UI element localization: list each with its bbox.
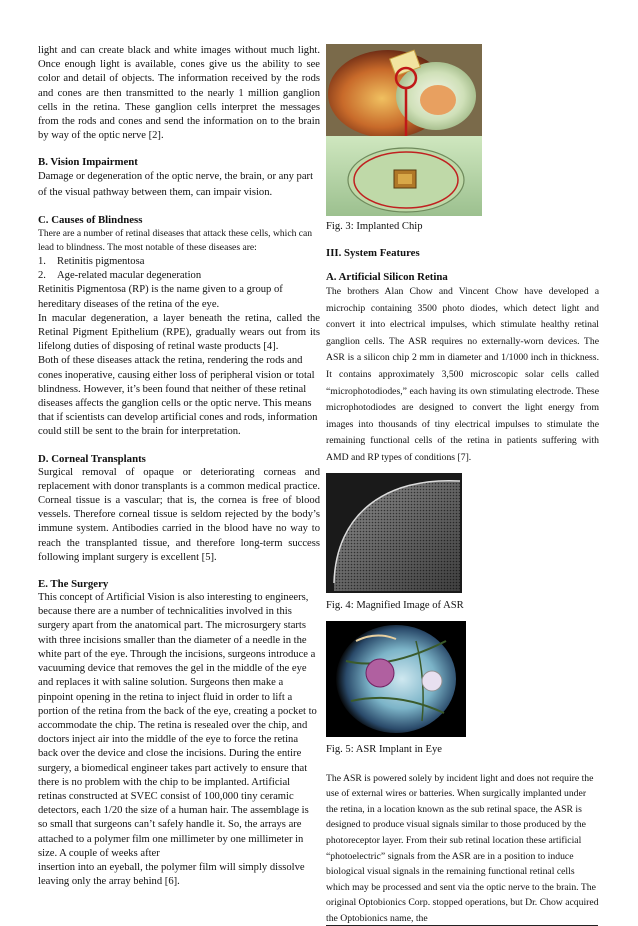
figure-asr-implant bbox=[326, 621, 466, 737]
intro-paragraph: light and can create black and white images without much light. Once enough light is available, cones give us the ability to see color and detail of objects. The information received by the rods and cones are then transmitted to the nearly 1 million ganglion cells in the retina. These ganglion cells interpret the messages from the rods and cones and send the information on to the brain by way of the optic nerve [2]. bbox=[38, 45, 320, 142]
heading-causes-of-blindness: C. Causes of Blindness bbox=[38, 214, 143, 227]
eye-chip-illustration bbox=[326, 44, 482, 216]
list-number: 1. bbox=[38, 256, 46, 268]
left-column bbox=[38, 44, 320, 889]
fig3-caption: Fig. 3: Implanted Chip bbox=[326, 221, 423, 232]
heading-the-surgery: E. The Surgery bbox=[38, 578, 109, 591]
list-number: 2. bbox=[38, 270, 46, 282]
list-text: Age-related macular degeneration bbox=[57, 270, 202, 282]
both-diseases-paragraph: Both of these diseases attack the retina, rendering the rods and cones inoperative, causing either loss of peripheral vision or total blindness. However, it’s been found that neither of these retinal diseases affects the ganglion cells or the optic nerve. This means that if scientists can develop artificial cones and rods, information could still be sent to the brain for interpretation. bbox=[38, 355, 318, 438]
list-item bbox=[38, 255, 320, 269]
surgery-paragraph-end: insertion into an eyeball, the polymer film will simply dissolve leaving only the array behind [6]. bbox=[38, 861, 305, 888]
asr-paragraph: The brothers Alan Chow and Vincent Chow have developed a microchip containing 3500 photo diodes, which detect light and convert it into electrical impulses, which stimulate healthy retinal ganglion cells. The ASR requires no externally-worn devices. The ASR is a silicon chip 2 mm in diameter and 1/1000 inch in thickness. It contains approximately 3,500 microscopic solar cells called “microphotodiodes,” each having its own stimulating electrode. These microphotodiodes are designed to convert the light energy from images into thousands of tiny electrical impulses to stimulate the remaining functional cells of the retina in patients suffering with AMD and RP types of conditions [7]. bbox=[326, 286, 599, 463]
fig5-caption: Fig. 5: ASR Implant in Eye bbox=[326, 743, 442, 755]
disease-list bbox=[38, 255, 320, 283]
fig4-caption: Fig. 4: Magnified Image of ASR bbox=[326, 599, 464, 611]
rp-paragraph: Retinitis Pigmentosa (RP) is the name given to a group of hereditary diseases of the retina of the eye. bbox=[38, 284, 283, 310]
figure-implanted-chip bbox=[326, 44, 482, 216]
heading-system-features: III. System Features bbox=[326, 247, 420, 259]
figure-magnified-asr bbox=[326, 473, 462, 593]
asr-implant-eye-image bbox=[326, 621, 466, 737]
corneal-paragraph: Surgical removal of opaque or deteriorating corneas and replacement with donor transplants is a common medical practice. Corneal tissue is a vascular; that is, the cornea is free of blood vessels. Therefore corneal tissue is seldom rejected by the body’s immune system. Antibodies carried in the blood have no way to reach the transplanted tissue, and therefore long-term success following implant surgery is excellent [5]. bbox=[38, 466, 320, 563]
causes-intro-text: There are a number of retinal diseases that attack these cells, which can lead to blindness. The most notable of these diseases are: bbox=[38, 228, 313, 254]
macular-paragraph: In macular degeneration, a layer beneath the retina, called the Retinal Pigment Epithelium (RPE), gradually wears out from its lifelong duties of disposing of retinal waste products [4]. bbox=[38, 312, 320, 353]
asr-magnified-image bbox=[326, 473, 462, 593]
closing-paragraph: The ASR is powered solely by incident light and does not require the use of external wires or batteries. When surgically implanted under the retina, in a location known as the sub retinal space, the ASR is designed to produce visual signals similar to those produced by the photoreceptor layer. From their sub retinal location these artificial “photoelectric” signals from the ASR are in a position to induce biological visual signals in the remaining functional retinal cells which may be processed and sent via the optic nerve to the brain. The original Optobionics Corp. stopped operations, but Dr. Chow acquired the Optobionics name, the bbox=[326, 772, 599, 924]
heading-artificial-silicon-retina: A. Artificial Silicon Retina bbox=[326, 271, 448, 283]
list-item bbox=[38, 269, 320, 283]
list-text: Retinitis pigmentosa bbox=[57, 256, 145, 268]
heading-corneal-transplants: D. Corneal Transplants bbox=[38, 452, 146, 465]
right-column bbox=[326, 44, 599, 926]
heading-vision-impairment: B. Vision Impairment bbox=[38, 156, 138, 169]
vision-impairment-text: Damage or degeneration of the optic nerve, the brain, or any part of the visual pathway between them, can impair vision. bbox=[38, 171, 314, 199]
surgery-paragraph: This concept of Artificial Vision is also interesting to engineers, because there are a number of technicalities involved in this surgery apart from the anatomical part. The microsurgery starts with three incisions smaller than the diameter of a needle in the white part of the eye. Through the incisions, surgeons introduce a vacuuming device that removes the gel in the middle of the eye and replaces it with saline solution. Surgeons then make a pinpoint opening in the retina to inject fluid in order to lift a portion of the retina from the back of the eye, creating a pocket to accommodate the chip. The retina is resealed over the chip, and doctors inject air into the middle of the eye to force the retina back over the device and close the incisions. During the entire surgery, a biomedical engineer takes part actively to ensure that there is no problem with the chip to be implanted. Artificial retinas constructed at SVEC consist of 100,000 tiny ceramic detectors, each 1/20 the size of a human hair. The assemblage is so small that surgeons can’t safely handle it. So, the arrays are attached to a polymer film one millimeter by one millimeter in size. A couple of weeks after bbox=[38, 592, 317, 859]
